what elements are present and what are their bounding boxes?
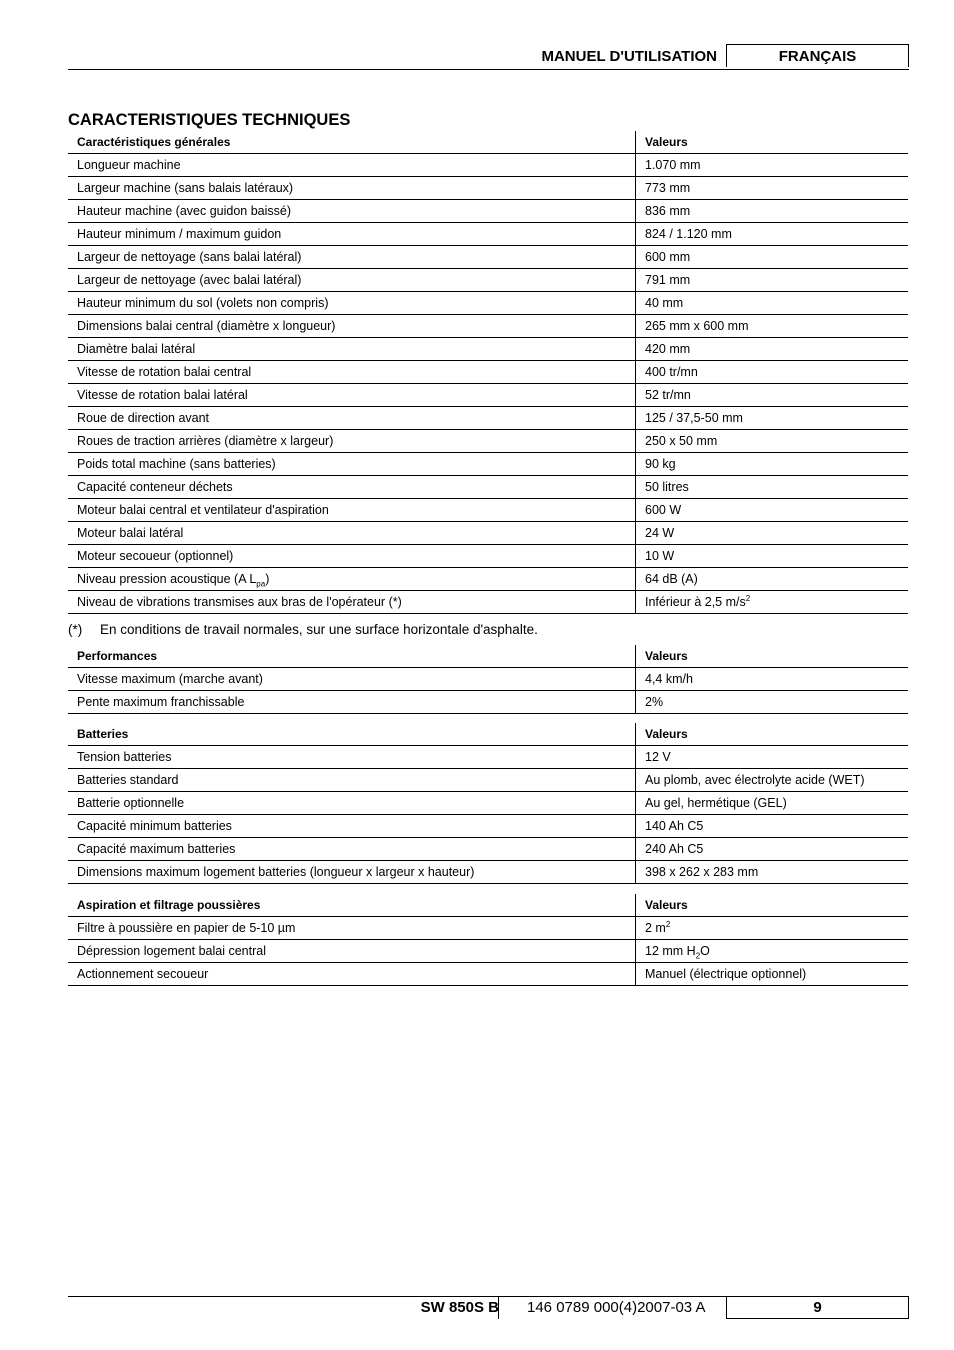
table-row	[68, 361, 908, 384]
row-value: Au plomb, avec électrolyte acide (WET)	[636, 769, 909, 792]
column-header: Valeurs	[636, 645, 909, 668]
column-header: Batteries	[68, 723, 636, 746]
column-header: Valeurs	[636, 131, 909, 154]
row-label: Niveau pression acoustique (A $L_{pa}$)	[68, 568, 636, 591]
row-label: Largeur de nettoyage (avec balai latéral)	[68, 269, 636, 292]
row-label: Hauteur machine (avec guidon baissé)	[68, 200, 636, 223]
row-value: 773 mm	[636, 177, 909, 200]
row-value: 1.070 mm	[636, 154, 909, 177]
table-row	[68, 917, 908, 940]
page-header	[68, 44, 909, 70]
document-reference: 146 0789 000(4)2007-03 A	[498, 1297, 724, 1319]
table-header-row	[68, 131, 908, 154]
row-value: 824 / 1.120 mm	[636, 223, 909, 246]
batteries-table	[68, 723, 908, 884]
row-value: Inférieur à 2,5 $m/s^2$	[636, 591, 909, 614]
language-label: FRANÇAIS	[726, 44, 909, 67]
performance-table	[68, 645, 908, 714]
row-label: Tension batteries	[68, 746, 636, 769]
row-value: 420 mm	[636, 338, 909, 361]
column-header: Aspiration et filtrage poussières	[68, 894, 636, 917]
table-row	[68, 338, 908, 361]
table-row	[68, 940, 908, 963]
row-label: Poids total machine (sans batteries)	[68, 453, 636, 476]
row-label: Actionnement secoueur	[68, 963, 636, 986]
footnote-text: En conditions de travail normales, sur une surface horizontale d'asphalte.	[100, 622, 538, 637]
general-specs-table	[68, 131, 908, 614]
row-label: Capacité minimum batteries	[68, 815, 636, 838]
table-row	[68, 963, 908, 986]
table-row	[68, 177, 908, 200]
row-label: Hauteur minimum / maximum guidon	[68, 223, 636, 246]
section-title: CARACTERISTIQUES TECHNIQUES	[68, 111, 351, 129]
column-header: Caractéristiques générales	[68, 131, 636, 154]
aspiration-table	[68, 894, 908, 986]
row-value: 398 x 262 x 283 mm	[636, 861, 909, 884]
column-header: Valeurs	[636, 723, 909, 746]
row-label: Dépression logement balai central	[68, 940, 636, 963]
table-row	[68, 453, 908, 476]
row-value: Manuel (électrique optionnel)	[636, 963, 909, 986]
manual-title: MANUEL D'UTILISATION	[541, 48, 717, 65]
row-label: Vitesse de rotation balai central	[68, 361, 636, 384]
column-header: Valeurs	[636, 894, 909, 917]
table-row	[68, 384, 908, 407]
table-row	[68, 691, 908, 714]
table-row	[68, 769, 908, 792]
table-header-row	[68, 894, 908, 917]
row-value: 600 mm	[636, 246, 909, 269]
table-row	[68, 861, 908, 884]
table-header-row	[68, 723, 908, 746]
row-label: Niveau de vibrations transmises aux bras de l'opérateur (*)	[68, 591, 636, 614]
page-footer	[68, 1296, 909, 1319]
row-value: 125 / 37,5-50 mm	[636, 407, 909, 430]
row-value: Au gel, hermétique (GEL)	[636, 792, 909, 815]
table-row	[68, 522, 908, 545]
row-value: 140 Ah C5	[636, 815, 909, 838]
row-label: Roue de direction avant	[68, 407, 636, 430]
table-row	[68, 246, 908, 269]
table-row	[68, 792, 908, 815]
table-row	[68, 591, 908, 614]
table-row	[68, 315, 908, 338]
table-row	[68, 568, 908, 591]
row-label: Batteries standard	[68, 769, 636, 792]
table-row	[68, 815, 908, 838]
row-label: Capacité conteneur déchets	[68, 476, 636, 499]
model-name: SW 850S B	[420, 1299, 499, 1316]
row-value: 265 mm x 600 mm	[636, 315, 909, 338]
row-value: 10 W	[636, 545, 909, 568]
row-label: Largeur de nettoyage (sans balai latéral)	[68, 246, 636, 269]
table-row	[68, 292, 908, 315]
row-value: 24 W	[636, 522, 909, 545]
row-value: 90 kg	[636, 453, 909, 476]
table-row	[68, 545, 908, 568]
table-row	[68, 200, 908, 223]
row-label: Filtre à poussière en papier de 5-10 µm	[68, 917, 636, 940]
table-header-row	[68, 645, 908, 668]
row-value: 400 tr/mn	[636, 361, 909, 384]
row-value: 2 $m^2$	[636, 917, 909, 940]
row-label: Largeur machine (sans balais latéraux)	[68, 177, 636, 200]
table-row	[68, 407, 908, 430]
table-row	[68, 269, 908, 292]
row-value: 40 mm	[636, 292, 909, 315]
row-value: 52 tr/mn	[636, 384, 909, 407]
row-label: Moteur balai latéral	[68, 522, 636, 545]
row-value: 50 litres	[636, 476, 909, 499]
table-row	[68, 430, 908, 453]
row-value: 64 dB (A)	[636, 568, 909, 591]
row-label: Diamètre balai latéral	[68, 338, 636, 361]
table-row	[68, 223, 908, 246]
row-value: 12 mm $H_2O$	[636, 940, 909, 963]
row-value: 4,4 km/h	[636, 668, 909, 691]
row-label: Batterie optionnelle	[68, 792, 636, 815]
table-row	[68, 476, 908, 499]
footnote	[68, 622, 538, 637]
row-label: Pente maximum franchissable	[68, 691, 636, 714]
row-value: 600 W	[636, 499, 909, 522]
row-value: 250 x 50 mm	[636, 430, 909, 453]
row-label: Dimensions balai central (diamètre x longueur)	[68, 315, 636, 338]
table-row	[68, 154, 908, 177]
table-row	[68, 746, 908, 769]
table-row	[68, 668, 908, 691]
row-label: Moteur balai central et ventilateur d'aspiration	[68, 499, 636, 522]
row-value: 836 mm	[636, 200, 909, 223]
row-value: 2%	[636, 691, 909, 714]
page-number: 9	[726, 1297, 909, 1319]
row-label: Capacité maximum batteries	[68, 838, 636, 861]
row-label: Dimensions maximum logement batteries (longueur x largeur x hauteur)	[68, 861, 636, 884]
footnote-marker: (*)	[68, 622, 83, 637]
row-label: Moteur secoueur (optionnel)	[68, 545, 636, 568]
row-value: 791 mm	[636, 269, 909, 292]
table-row	[68, 838, 908, 861]
row-label: Vitesse de rotation balai latéral	[68, 384, 636, 407]
column-header: Performances	[68, 645, 636, 668]
row-label: Hauteur minimum du sol (volets non compris)	[68, 292, 636, 315]
row-label: Roues de traction arrières (diamètre x largeur)	[68, 430, 636, 453]
table-row	[68, 499, 908, 522]
row-label: Longueur machine	[68, 154, 636, 177]
row-value: 12 V	[636, 746, 909, 769]
row-label: Vitesse maximum (marche avant)	[68, 668, 636, 691]
row-value: 240 Ah C5	[636, 838, 909, 861]
